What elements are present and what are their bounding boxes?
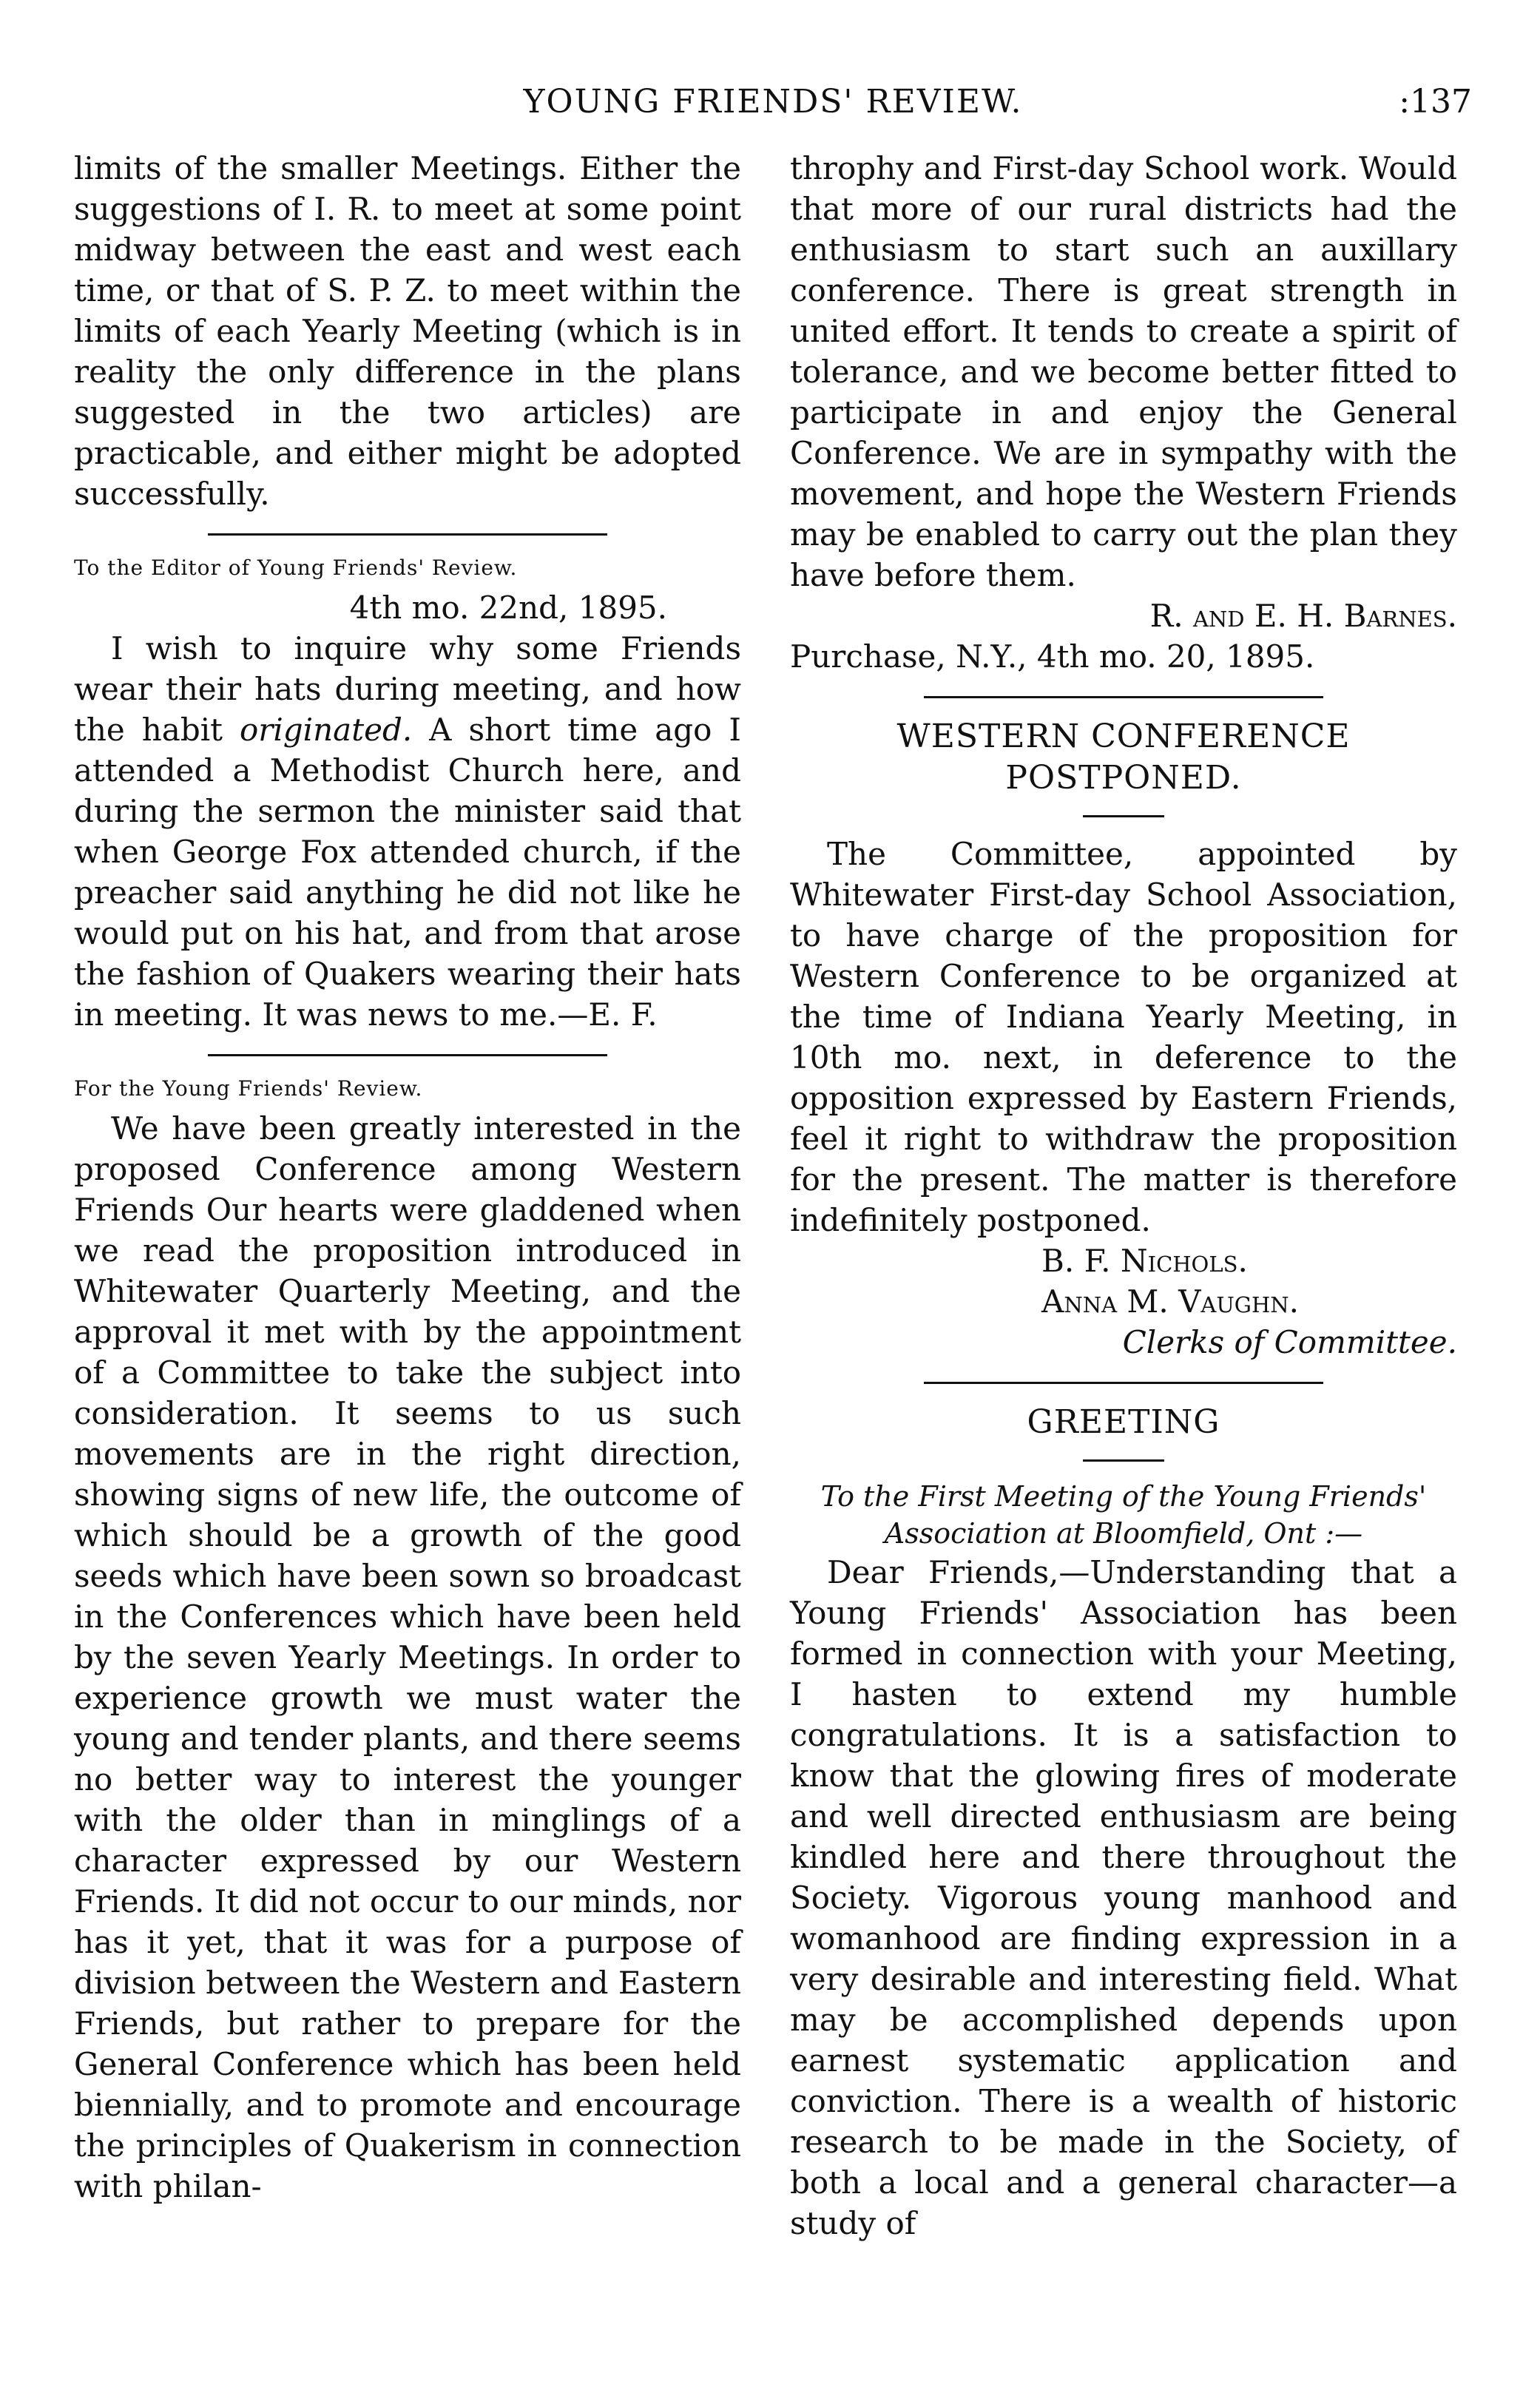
clerk-signature: B. F. Nichols. — [1041, 1243, 1248, 1279]
continued-paragraph: throphy and First-day School work. Would that more of our rural districts had the enthusiasm to start such an auxillary conference. There is great strength in united effort. It tends to create a spirit of tolerance, and we become better fitted to participate in and enjoy the General Conference. We are in sympathy with the movement, and hope the Western Friends may be enabled to carry out the plan they have before them. — [790, 150, 1457, 593]
right-column — [790, 148, 1457, 2244]
letter-signature: R. and E. H. Barnes. — [1149, 598, 1457, 634]
section-divider — [208, 1054, 607, 1056]
continued-paragraph: limits of the smaller Meetings. Either the suggestions of I. R. to meet at some point midway between the east and west each time, or that of S. P. Z. to meet within the limits of each Yearly Meeting (which is in reality the only difference in the plans suggested in the two articles) are practicable, and either might be adopted successfully. — [74, 150, 741, 512]
letter-body-text: A short time ago I attended a Methodist Church here, and during the sermon the minister said that when George Fox attended church, if the preacher said anything he did not like he would put on his hat, and from that arose the fashion of Quakers wearing their hats in meeting. It was news to me.—E. F. — [74, 712, 741, 1033]
letter-body-text: I wish to inquire why some Friends wear their hats during meeting, and how the habit — [74, 630, 741, 748]
letter-attribution: For the Young Friends' Review. — [74, 1076, 423, 1101]
heading-rule — [1083, 815, 1164, 817]
letter-body-emphasis: originated. — [240, 712, 413, 748]
letter-body — [74, 628, 741, 1035]
article-heading: WESTERN CONFERENCE POSTPONED. — [896, 718, 1351, 797]
clerk-signature: Anna M. Vaughn. — [1041, 1283, 1299, 1320]
greeting-addressee: To the First Meeting of the Young Friends' Association at Bloomfield, Ont :— — [820, 1480, 1427, 1550]
article-body: Dear Friends,—Understanding that a Young Friends' Association has been formed in connection with your Meeting, I hasten to extend my humble congratulations. It is a satisfaction to know that the glowing fires of moderate and well directed enthusiasm are being kindled here and there throughout the Society. Vigorous young manhood and womanhood are finding expression in a very desirable and interesting field. What may be accomplished depends upon earnest systematic application and conviction. There is a wealth of historic research to be made in the Society, of both a local and a general character—a study of — [790, 1554, 1457, 2241]
article-heading: GREETING — [1027, 1403, 1220, 1441]
section-divider — [924, 1382, 1323, 1384]
letter-body: We have been greatly interested in the proposed Conference among Western Friends Our hearts were gladdened when we read the proposition introduced in Whitewater Quarterly Meeting, and the approval it met with by the appointment of a Committee to take the subject into consideration. It seems to us such movements are in the right direction, showing signs of new life, the outcome of which should be a growth of the good seeds which have been sown so broadcast in the Conferences which have been held by the seven Yearly Meetings. In order to experience growth we must water the young and tender plants, and there seems no better way to interest the younger with the older than in minglings of a character expressed by our Western Friends. It did not occur to our minds, nor has it yet, that it was for a purpose of division between the Western and Eastern Friends, but rather to prepare for the General Conference which has been held biennially, and to promote and encourage the principles of Quakerism in connection with philan- — [74, 1110, 741, 2204]
page-header — [74, 83, 1472, 142]
article-body: The Committee, appointed by Whitewater First-day School Association, to have charge of the proposition for Western Conference to be organized at the time of Indiana Yearly Meeting, in 10th mo. next, in deference to the opposition expressed by Eastern Friends, feel it right to withdraw the proposition for the present. The matter is therefore indefinitely postponed. — [790, 836, 1457, 1238]
letter-place-date: Purchase, N.Y., 4th mo. 20, 1895. — [790, 638, 1315, 675]
running-title: YOUNG FRIENDS' REVIEW. — [523, 83, 1023, 121]
left-column — [74, 148, 741, 2207]
section-divider — [208, 533, 607, 536]
heading-rule — [1083, 1459, 1164, 1462]
letter-date: 4th mo. 22nd, 1895. — [349, 590, 667, 626]
section-divider — [924, 696, 1323, 698]
clerk-role: Clerks of Committee. — [1122, 1324, 1457, 1360]
page-number: :137 — [1399, 83, 1472, 121]
letter-attribution: To the Editor of Young Friends' Review. — [74, 556, 518, 580]
